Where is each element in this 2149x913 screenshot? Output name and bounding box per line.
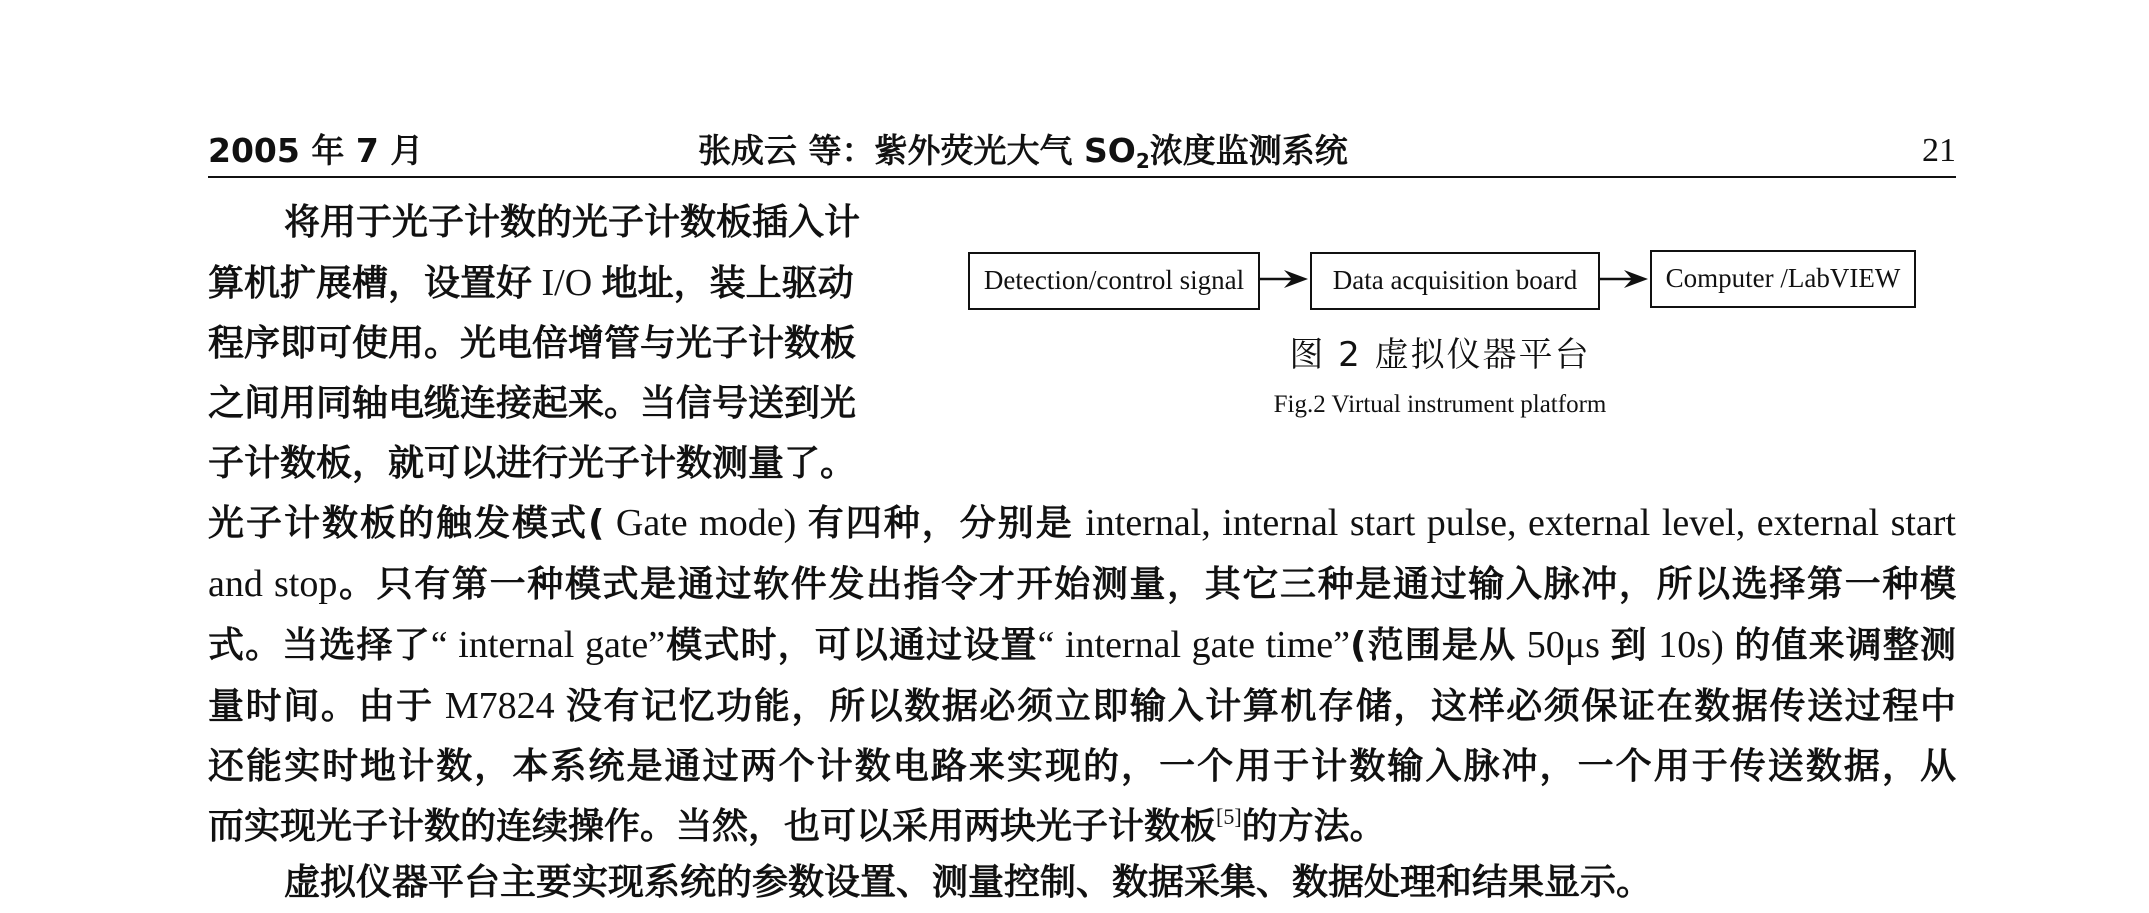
para2-l3-a: 式。当选择了 [208,625,431,666]
para1-line-4: 之间用同轴电缆连接起来。当信号送到光 [208,383,857,424]
para2-l4-c: 没有记忆功能，所以数据必须立即输入计算机存储，这样必须保证在数据传送过程中 [565,686,1956,727]
para2-l3-h: 10s) [1647,624,1735,666]
para2-line-2 [208,554,1956,615]
para3-line-1: 虚拟仪器平台主要实现系统的参数设置、测量控制、数据采集、数据处理和结果显示。 [284,862,1653,903]
paragraph-1 [208,193,898,494]
paragraph-2 [208,493,1956,857]
para2-l3-b: “ internal gate” [430,624,666,666]
para2-l1-c: 有四种，分别是 [807,503,1074,544]
citation-ref-5: [5] [1216,804,1242,829]
header-title-suffix: 浓度监测系统 [1149,131,1348,170]
para2-line-1 [208,493,1956,554]
para2-line-3 [208,615,1956,676]
para2-l4-b: M7824 [433,685,566,727]
header-rule [208,176,1956,178]
para1-line-2-io: I/O [532,262,602,304]
figure-arrow-1 [1258,264,1310,294]
para2-l3-f: 50μs [1516,624,1611,666]
figure-box-acquisition: Data acquisition board [1310,252,1600,310]
para2-line-5: 还能实时地计数，本系统是通过两个计数电路来实现的，一个用于计数输入脉冲，一个用于传送数据，从 [208,746,1956,787]
para2-l6-b: 的方法。 [1241,806,1386,847]
para1-line-2 [208,253,898,314]
para2-l3-d: “ internal gate time” [1037,624,1350,666]
para1-line-2b: 地址，装上驱动 [601,263,854,304]
header-title-prefix: 张成云 等：紫外荧光大气 SO [698,131,1136,170]
header-title [698,128,1348,174]
para2-l3-c: 模式时，可以通过设置 [665,625,1038,666]
para1-line-2a: 算机扩展槽，设置好 [208,263,533,304]
header-title-subscript: 2 [1135,149,1150,173]
figure-box-detection: Detection/control signal [968,252,1260,310]
para2-l4-a: 量时间。由于 [208,686,434,727]
para2-l6-a: 而实现光子计数的连续操作。当然，也可以采用两块光子计数板 [208,806,1217,847]
para2-l1-b: Gate mode) [604,502,808,544]
para1-line-3: 程序即可使用。光电倍增管与光子计数板 [208,323,857,364]
para2-l2-a: and stop [208,563,338,605]
para2-line-4 [208,676,1956,737]
header-date: 2005 年 7 月 [208,131,424,170]
paragraph-3 [208,853,1956,913]
para2-l3-e: (范围是从 [1350,625,1517,666]
running-header [208,128,1956,174]
para2-l3-g: 到 [1610,625,1648,666]
para2-l1-a: 光子计数板的触发模式( [208,503,605,544]
figure-caption-chinese: 图 2 虚拟仪器平台 [1289,335,1591,375]
para1-line-5: 子计数板，就可以进行光子计数测量了。 [208,443,857,484]
para2-l3-i: 的值来调整测 [1734,625,1956,666]
figure-caption-english: Fig.2 Virtual instrument platform [1273,391,1607,418]
para1-line-1: 将用于光子计数的光子计数板插入计 [284,202,861,243]
figure-arrow-2 [1598,264,1650,294]
para2-l1-d: internal, internal start pulse, external level, external start [1073,502,1956,544]
figure-box-computer: Computer /LabVIEW [1650,250,1916,308]
para2-line-6 [208,797,1956,857]
figure-2 [960,240,1920,440]
para2-l2-b: 。只有第一种模式是通过软件发出指令才开始测量，其它三种是通过输入脉冲，所以选择第一种模 [337,564,1956,605]
header-page-number: 21 [1922,132,1956,169]
